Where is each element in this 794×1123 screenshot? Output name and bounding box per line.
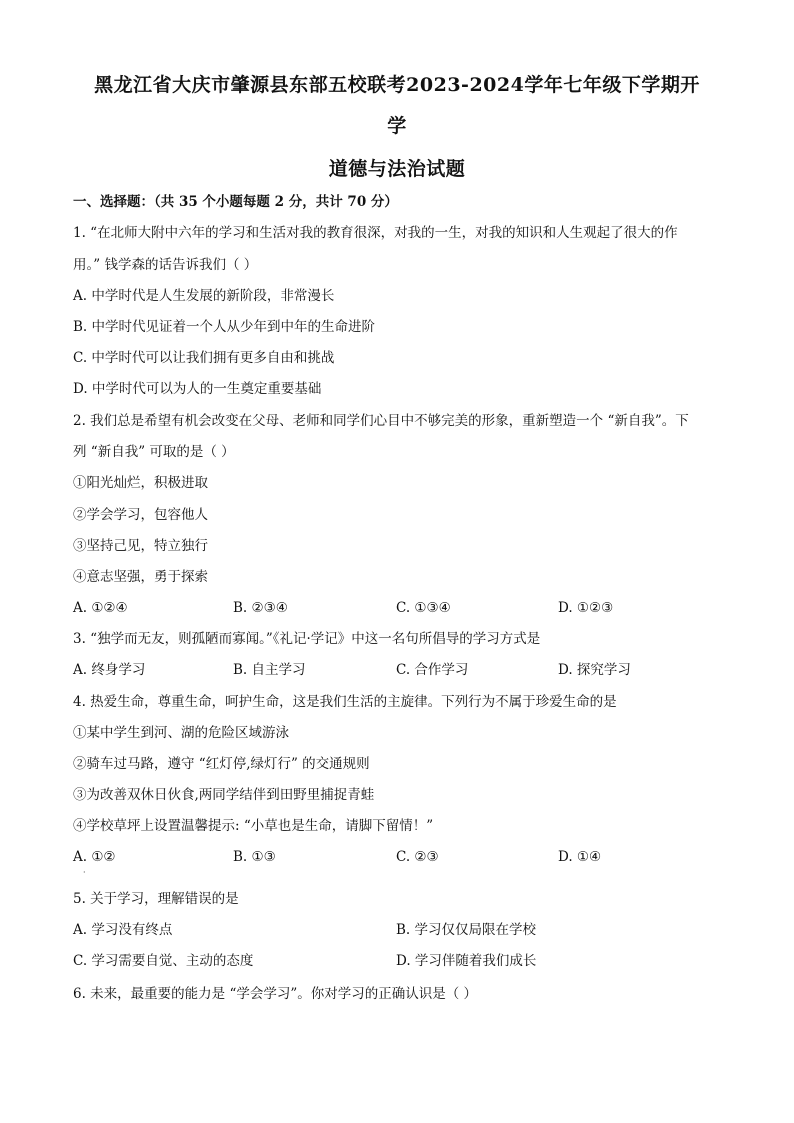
q2-option-b: B. ②③④ bbox=[233, 600, 288, 616]
exam-title-line2: 学 bbox=[387, 115, 407, 137]
q1-option-a: A. 中学时代是人生发展的新阶段，非常漫长 bbox=[73, 288, 335, 304]
q2-option-d: D. ①②③ bbox=[558, 600, 614, 616]
q5-option-d: D. 学习伴随着我们成长 bbox=[396, 953, 537, 969]
q1-stem-line1: 1. “在北师大附中六年的学习和生活对我的教育很深，对我的一生，对我的知识和人生观起了很大的作 bbox=[73, 225, 678, 241]
q3-option-b: B. 自主学习 bbox=[233, 662, 306, 678]
q1-stem-line2: 用。” 钱学森的话告诉我们（ ） bbox=[73, 257, 258, 273]
q5-option-a: A. 学习没有终点 bbox=[73, 922, 173, 938]
q2-stem-line1: 2. 我们总是希望有机会改变在父母、老师和同学们心目中不够完美的形象，重新塑造一个 “新自我”。下 bbox=[73, 413, 689, 429]
exam-title-line1: 黑龙江省大庆市肇源县东部五校联考2023-2024学年七年级下学期开 bbox=[94, 74, 700, 96]
q4-statement-3: ③为改善双休日伙食,两同学结伴到田野里捕捉青蛙 bbox=[73, 787, 375, 803]
q3-option-d: D. 探究学习 bbox=[558, 662, 631, 678]
q2-option-a: A. ①②④ bbox=[73, 600, 128, 616]
q5-option-b: B. 学习仅仅局限在学校 bbox=[396, 922, 537, 938]
exam-subtitle: 道德与法治试题 bbox=[328, 158, 466, 180]
q1-option-b: B. 中学时代见证着一个人从少年到中年的生命进阶 bbox=[73, 319, 376, 335]
q4-statement-1: ①某中学生到河、湖的危险区域游泳 bbox=[73, 725, 289, 741]
q3-stem: 3. “独学而无友，则孤陋而寡闻。”《礼记·学记》中这一名句所倡导的学习方式是 bbox=[73, 631, 541, 647]
q4-option-c: C. ②③ bbox=[396, 849, 439, 865]
q3-option-a: A. 终身学习 bbox=[73, 662, 146, 678]
q4-option-b: B. ①③ bbox=[233, 849, 276, 865]
q4-stem: 4. 热爱生命，尊重生命，呵护生命，这是我们生活的主旋律。下列行为不属于珍爱生命的是 bbox=[73, 694, 617, 710]
q1-option-d: D. 中学时代可以为人的一生奠定重要基础 bbox=[73, 381, 322, 397]
q5-option-c: C. 学习需要自觉、主动的态度 bbox=[73, 953, 254, 969]
q3-option-c: C. 合作学习 bbox=[396, 662, 469, 678]
q1-option-c: C. 中学时代可以让我们拥有更多自由和挑战 bbox=[73, 350, 335, 366]
stray-dot-mark: · bbox=[83, 868, 86, 877]
q4-statement-4: ④学校草坪上设置温馨提示: “小草也是生命，请脚下留情！” bbox=[73, 818, 434, 834]
q2-statement-2: ②学会学习，包容他人 bbox=[73, 507, 208, 523]
q2-stem-line2: 列 “新自我” 可取的是（ ） bbox=[73, 444, 235, 460]
q4-statement-2: ②骑车过马路，遵守 “红灯停,绿灯行” 的交通规则 bbox=[73, 756, 370, 772]
q2-statement-1: ①阳光灿烂，积极进取 bbox=[73, 475, 208, 491]
q2-statement-4: ④意志坚强，勇于探索 bbox=[73, 569, 208, 585]
section-heading: 一、选择题：（共 35 个小题每题 2 分，共计 70 分） bbox=[73, 194, 398, 210]
q4-option-d: D. ①④ bbox=[558, 849, 602, 865]
q5-stem: 5. 关于学习，理解错误的是 bbox=[73, 891, 239, 907]
q6-stem: 6. 未来，最重要的能力是 “学会学习”。你对学习的正确认识是（ ） bbox=[73, 986, 478, 1002]
q4-option-a: A. ①② bbox=[73, 849, 116, 865]
q2-statement-3: ③坚持己见，特立独行 bbox=[73, 538, 208, 554]
q2-option-c: C. ①③④ bbox=[396, 600, 451, 616]
